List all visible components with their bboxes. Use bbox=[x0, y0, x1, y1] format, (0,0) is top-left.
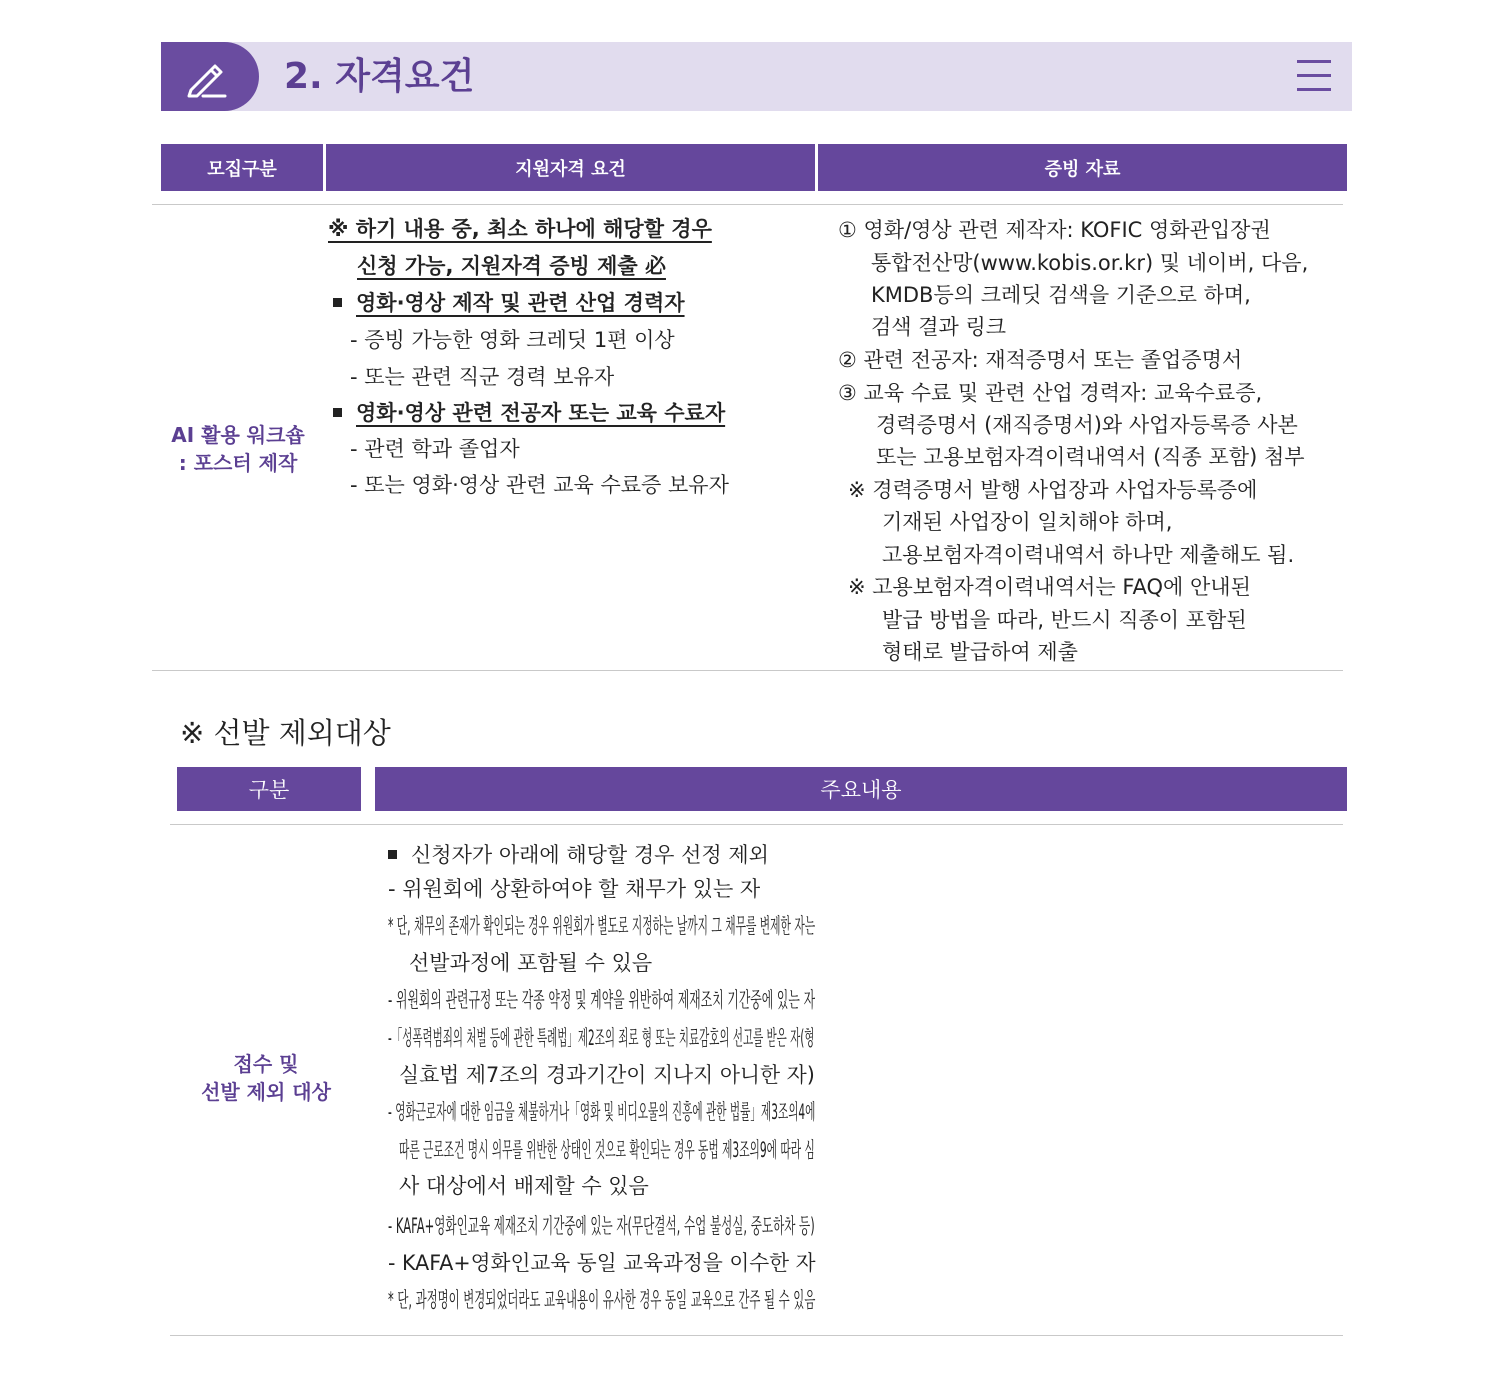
evidence-line: 경력증명서 (재직증명서)와 사업자등록증 사본 bbox=[876, 413, 1298, 437]
exclusion-note: 선발과정에 포함될 수 있음 bbox=[409, 951, 653, 975]
table1-header-requirements: 지원자격 요건 bbox=[326, 144, 815, 191]
exclusion-item: - KAFA+영화인교육 제재조치 기간중에 있는 자(무단결석, 수업 불성실, 중도하차 등) bbox=[388, 1214, 815, 1238]
category-line: 접수 및 bbox=[233, 1052, 299, 1076]
exclusion-item: -「성폭력범죄의 처벌 등에 관한 특례법」제2조의 죄로 형 또는 치료감호의 선고를 받은 자(형 bbox=[388, 1026, 815, 1050]
evidence-note: ※ 경력증명서 발행 사업장과 사업자등록증에 bbox=[848, 478, 1258, 502]
evidence-line: ① 영화/영상 관련 제작자: KOFIC 영화관입장권 bbox=[838, 218, 1271, 242]
table1-top-rule bbox=[152, 204, 1343, 205]
exclusion-section-title: ※ 선발 제외대상 bbox=[180, 716, 391, 750]
exclusion-item: 따른 근로조건 명시 의무를 위반한 상태인 것으로 확인되는 경우 동법 제3조의9에 따라 심 bbox=[399, 1138, 815, 1162]
evidence-line: ③ 교육 수료 및 관련 산업 경력자: 교육수료증, bbox=[838, 381, 1263, 405]
requirement-note: ※ 하기 내용 중, 최소 하나에 해당할 경우 bbox=[328, 217, 712, 241]
table2-header-content: 주요내용 bbox=[375, 767, 1347, 811]
evidence-note: 형태로 발급하여 제출 bbox=[882, 640, 1078, 664]
requirement-group-title: 영화·영상 관련 전공자 또는 교육 수료자 bbox=[333, 398, 725, 428]
category-line: 선발 제외 대상 bbox=[201, 1080, 331, 1104]
requirement-item: - 또는 영화·영상 관련 교육 수료증 보유자 bbox=[350, 473, 729, 497]
evidence-line: 또는 고용보험자격이력내역서 (직종 포함) 첨부 bbox=[876, 445, 1305, 469]
exclusion-item: - KAFA+영화인교육 동일 교육과정을 이수한 자 bbox=[388, 1251, 816, 1275]
evidence-line: ② 관련 전공자: 재적증명서 또는 졸업증명서 bbox=[838, 348, 1243, 372]
exclusion-item: - 위원회의 관련규정 또는 각종 약정 및 계약을 위반하여 제재조치 기간중에 있는 자 bbox=[388, 988, 816, 1012]
bullet-square-icon bbox=[333, 298, 342, 307]
section-header-tab bbox=[161, 42, 259, 111]
requirement-item: - 또는 관련 직군 경력 보유자 bbox=[350, 365, 615, 389]
requirement-item: - 관련 학과 졸업자 bbox=[350, 437, 520, 461]
table2-bottom-rule bbox=[170, 1335, 1343, 1336]
exclusion-item: - 위원회에 상환하여야 할 채무가 있는 자 bbox=[388, 877, 761, 901]
exclusion-note: * 단, 과정명이 변경되었더라도 교육내용이 유사한 경우 동일 교육으로 간주 될 수 있음 bbox=[388, 1288, 816, 1312]
exclusion-item: - 영화근로자에 대한 임금을 체불하거나「영화 및 비디오물의 진흥에 관한 법률」제3조의4에 bbox=[388, 1100, 816, 1124]
table1-bottom-rule bbox=[152, 670, 1343, 671]
requirement-item: - 증빙 가능한 영화 크레딧 1편 이상 bbox=[350, 328, 675, 352]
evidence-note: 고용보험자격이력내역서 하나만 제출해도 됨. bbox=[882, 543, 1295, 567]
table1-header-category: 모집구분 bbox=[161, 144, 323, 191]
evidence-line: 검색 결과 링크 bbox=[871, 315, 1007, 339]
bullet-square-icon bbox=[333, 408, 342, 417]
evidence-line: 통합전산망(www.kobis.or.kr) 및 네이버, 다음, bbox=[871, 251, 1309, 275]
exclusion-note: * 단, 채무의 존재가 확인되는 경우 위원회가 별도로 지정하는 날까지 그 채무를 변제한 자는 bbox=[388, 914, 816, 938]
category-line: AI 활용 워크숍 bbox=[171, 423, 305, 447]
evidence-note: 발급 방법을 따라, 반드시 직종이 포함된 bbox=[882, 608, 1247, 632]
table1-category-cell bbox=[152, 421, 324, 477]
hamburger-menu-icon[interactable] bbox=[1297, 60, 1331, 94]
exclusion-item: 실효법 제7조의 경과기간이 지나지 아니한 자) bbox=[399, 1063, 815, 1087]
table1-header-evidence: 증빙 자료 bbox=[818, 144, 1347, 191]
table2-top-rule bbox=[170, 824, 1343, 825]
table2-header-category: 구분 bbox=[177, 767, 361, 811]
bullet-square-icon bbox=[388, 850, 397, 859]
evidence-note: ※ 고용보험자격이력내역서는 FAQ에 안내된 bbox=[848, 575, 1251, 599]
evidence-note: 기재된 사업장이 일치해야 하며, bbox=[882, 510, 1173, 534]
requirement-note: 신청 가능, 지원자격 증빙 제출 必 bbox=[357, 254, 666, 278]
evidence-line: KMDB등의 크레딧 검색을 기준으로 하며, bbox=[871, 283, 1251, 307]
exclusion-heading: 신청자가 아래에 해당할 경우 선정 제외 bbox=[388, 840, 769, 870]
page-title: 2. 자격요건 bbox=[284, 56, 475, 97]
exclusion-item: 사 대상에서 배제할 수 있음 bbox=[399, 1174, 649, 1198]
table2-category-cell bbox=[170, 1050, 362, 1106]
category-line: : 포스터 제작 bbox=[178, 451, 298, 475]
requirement-group-title: 영화·영상 제작 및 관련 산업 경력자 bbox=[333, 288, 685, 318]
